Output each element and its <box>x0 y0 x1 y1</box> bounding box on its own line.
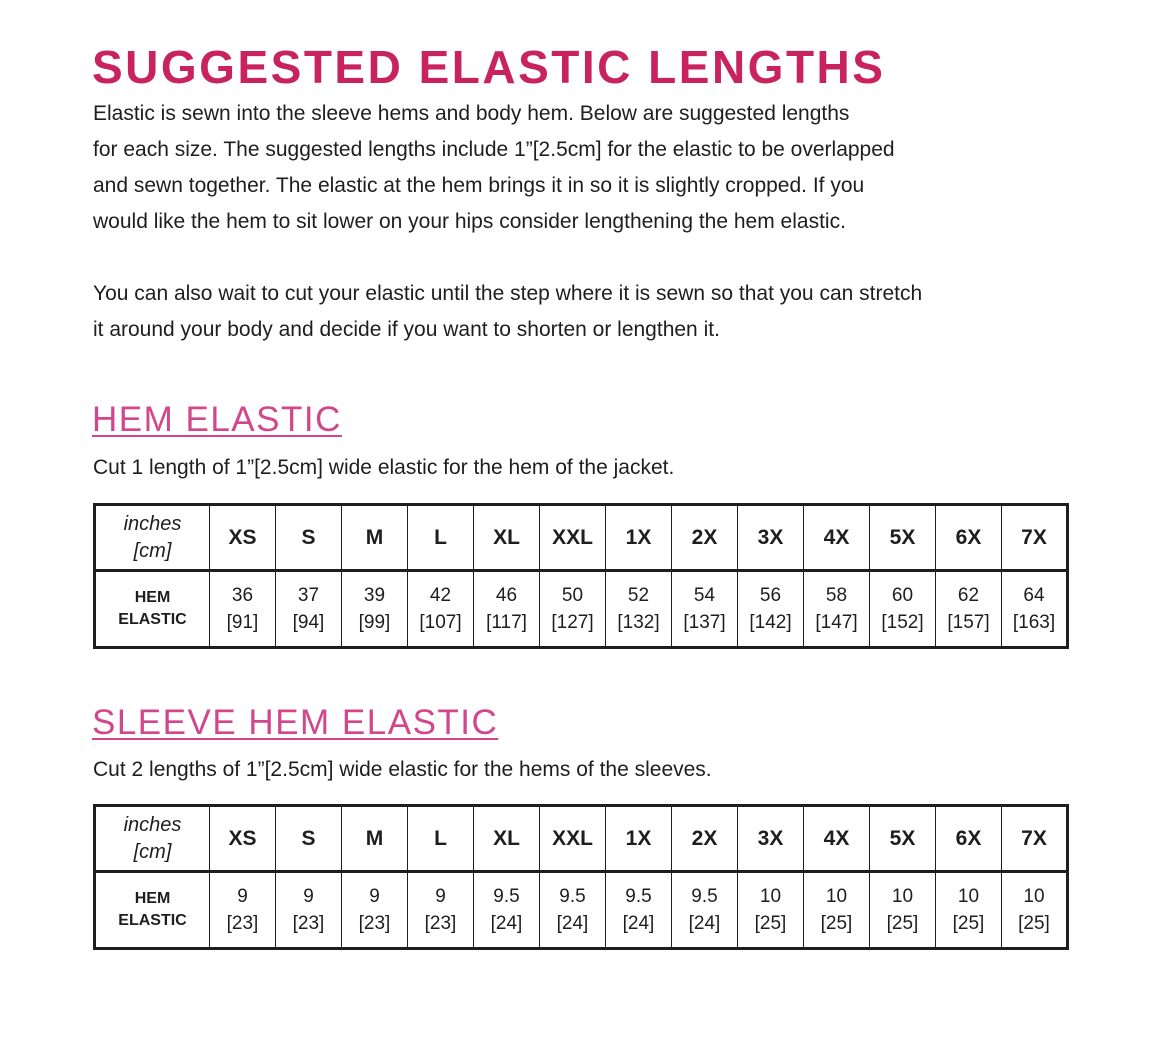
length-cell <box>936 872 1002 949</box>
length-cm: [163] <box>1012 612 1056 633</box>
page-title: SUGGESTED ELASTIC LENGTHS <box>92 41 886 93</box>
size-header: 2X <box>672 806 738 872</box>
size-header: L <box>408 806 474 872</box>
length-cm: [24] <box>556 913 589 934</box>
size-header: XL <box>474 806 540 872</box>
length-cm: [24] <box>688 913 721 934</box>
length-cell <box>672 872 738 949</box>
length-inches: 60 <box>891 585 914 606</box>
size-header: 1X <box>606 505 672 571</box>
size-header: 7X <box>1002 806 1068 872</box>
length-inches: 36 <box>231 585 254 606</box>
size-header: 4X <box>804 505 870 571</box>
row-label-line: ELASTIC <box>118 611 187 628</box>
units-inches: inches <box>123 512 182 535</box>
length-cell <box>738 872 804 949</box>
size-header: 2X <box>672 505 738 571</box>
size-header: XS <box>210 505 276 571</box>
length-inches: 42 <box>429 585 452 606</box>
length-cell <box>870 571 936 648</box>
size-header: 1X <box>606 806 672 872</box>
sleeve-hem-elastic-table <box>93 804 1069 950</box>
table-row <box>95 872 1068 949</box>
length-cm: [25] <box>952 913 985 934</box>
length-cell <box>408 571 474 648</box>
intro-line: would like the hem to sit lower on your hips consider lengthening the hem elastic. <box>93 210 846 233</box>
sleeve-hem-elastic-description: Cut 2 lengths of 1”[2.5cm] wide elastic for the hems of the sleeves. <box>93 758 712 781</box>
length-cm: [23] <box>358 913 391 934</box>
length-cell <box>342 571 408 648</box>
length-inches: 9.5 <box>559 886 586 907</box>
length-cm: [91] <box>226 612 259 633</box>
length-inches: 10 <box>825 886 848 907</box>
length-inches: 58 <box>825 585 848 606</box>
row-label <box>95 872 210 949</box>
length-inches: 9 <box>369 886 380 907</box>
length-inches: 9.5 <box>625 886 652 907</box>
length-inches: 64 <box>1023 585 1045 606</box>
length-cm: [24] <box>490 913 523 934</box>
length-inches: 56 <box>759 585 782 606</box>
hem-elastic-description: Cut 1 length of 1”[2.5cm] wide elastic for the hem of the jacket. <box>93 456 675 479</box>
size-header: M <box>342 806 408 872</box>
table-row <box>95 571 1068 648</box>
intro-line: it around your body and decide if you want to shorten or lengthen it. <box>93 318 720 341</box>
size-header: 6X <box>936 505 1002 571</box>
length-inches: 37 <box>297 585 320 606</box>
size-header: XXL <box>540 806 606 872</box>
length-inches: 10 <box>891 886 914 907</box>
units-label <box>95 505 210 571</box>
intro-text <box>93 96 1093 348</box>
length-cm: [147] <box>815 612 858 633</box>
size-header: L <box>408 505 474 571</box>
length-cm: [23] <box>292 913 325 934</box>
size-header: XL <box>474 505 540 571</box>
units-cm: [cm] <box>133 840 172 863</box>
length-inches: 10 <box>957 886 980 907</box>
length-cell <box>606 872 672 949</box>
intro-paragraph-2 <box>93 276 1093 348</box>
length-cell <box>1002 872 1068 949</box>
length-cell <box>870 872 936 949</box>
size-header: 3X <box>738 505 804 571</box>
size-header: 4X <box>804 806 870 872</box>
table-header-row <box>95 806 1068 872</box>
size-header: S <box>276 806 342 872</box>
intro-paragraph-1 <box>93 96 1093 240</box>
length-inches: 9 <box>237 886 248 907</box>
length-cell <box>606 571 672 648</box>
length-cm: [25] <box>820 913 853 934</box>
length-inches: 46 <box>495 585 518 606</box>
length-inches: 54 <box>693 585 716 606</box>
length-cell <box>738 571 804 648</box>
length-cm: [25] <box>1018 913 1050 934</box>
intro-line: Elastic is sewn into the sleeve hems and body hem. Below are suggested lengths <box>93 102 850 125</box>
intro-line: You can also wait to cut your elastic until the step where it is sewn so that you can stretch <box>93 282 923 305</box>
length-cm: [142] <box>749 612 792 633</box>
table-header-row <box>95 505 1068 571</box>
length-inches: 10 <box>1023 886 1045 907</box>
length-cell <box>540 872 606 949</box>
length-inches: 10 <box>759 886 782 907</box>
hem-elastic-title: HEM ELASTIC <box>92 400 342 439</box>
length-cm: [99] <box>358 612 391 633</box>
units-cm: [cm] <box>133 539 172 562</box>
length-cell <box>276 571 342 648</box>
length-cell <box>474 571 540 648</box>
row-label-line: ELASTIC <box>118 912 187 929</box>
length-cell <box>804 872 870 949</box>
length-cm: [94] <box>292 612 325 633</box>
length-cm: [152] <box>881 612 924 633</box>
length-cm: [24] <box>622 913 655 934</box>
hem-elastic-table <box>93 503 1069 649</box>
size-header: 3X <box>738 806 804 872</box>
length-inches: 9 <box>303 886 314 907</box>
length-cm: [107] <box>419 612 462 633</box>
length-cm: [25] <box>886 913 919 934</box>
size-header: 5X <box>870 806 936 872</box>
intro-line: and sewn together. The elastic at the hem brings it in so it is slightly cropped. If you <box>93 174 865 197</box>
length-cm: [137] <box>683 612 726 633</box>
length-cell <box>210 571 276 648</box>
length-inches: 50 <box>561 585 584 606</box>
units-inches: inches <box>123 813 182 836</box>
length-cm: [23] <box>424 913 457 934</box>
row-label-line: HEM <box>134 589 171 606</box>
length-cell <box>210 872 276 949</box>
length-cm: [25] <box>754 913 787 934</box>
size-header: XXL <box>540 505 606 571</box>
length-inches: 9.5 <box>493 886 520 907</box>
length-inches: 9 <box>435 886 446 907</box>
size-header: 7X <box>1002 505 1068 571</box>
length-cell <box>474 872 540 949</box>
size-header: 5X <box>870 505 936 571</box>
length-cell <box>804 571 870 648</box>
units-label <box>95 806 210 872</box>
size-header: M <box>342 505 408 571</box>
sleeve-hem-elastic-title: SLEEVE HEM ELASTIC <box>92 703 499 742</box>
size-header: S <box>276 505 342 571</box>
length-cell <box>936 571 1002 648</box>
length-cm: [132] <box>617 612 660 633</box>
length-inches: 9.5 <box>691 886 718 907</box>
size-header: XS <box>210 806 276 872</box>
length-cm: [23] <box>226 913 259 934</box>
length-cell <box>342 872 408 949</box>
intro-line: for each size. The suggested lengths include 1”[2.5cm] for the elastic to be overlapped <box>93 138 895 161</box>
length-cm: [117] <box>486 612 527 633</box>
length-inches: 52 <box>627 585 650 606</box>
row-label <box>95 571 210 648</box>
length-cell <box>1002 571 1068 648</box>
length-cell <box>540 571 606 648</box>
length-cm: [127] <box>551 612 594 633</box>
length-cm: [157] <box>947 612 990 633</box>
row-label-line: HEM <box>134 890 171 907</box>
size-header: 6X <box>936 806 1002 872</box>
length-inches: 62 <box>957 585 980 606</box>
length-cell <box>408 872 474 949</box>
length-inches: 39 <box>363 585 386 606</box>
length-cell <box>276 872 342 949</box>
length-cell <box>672 571 738 648</box>
